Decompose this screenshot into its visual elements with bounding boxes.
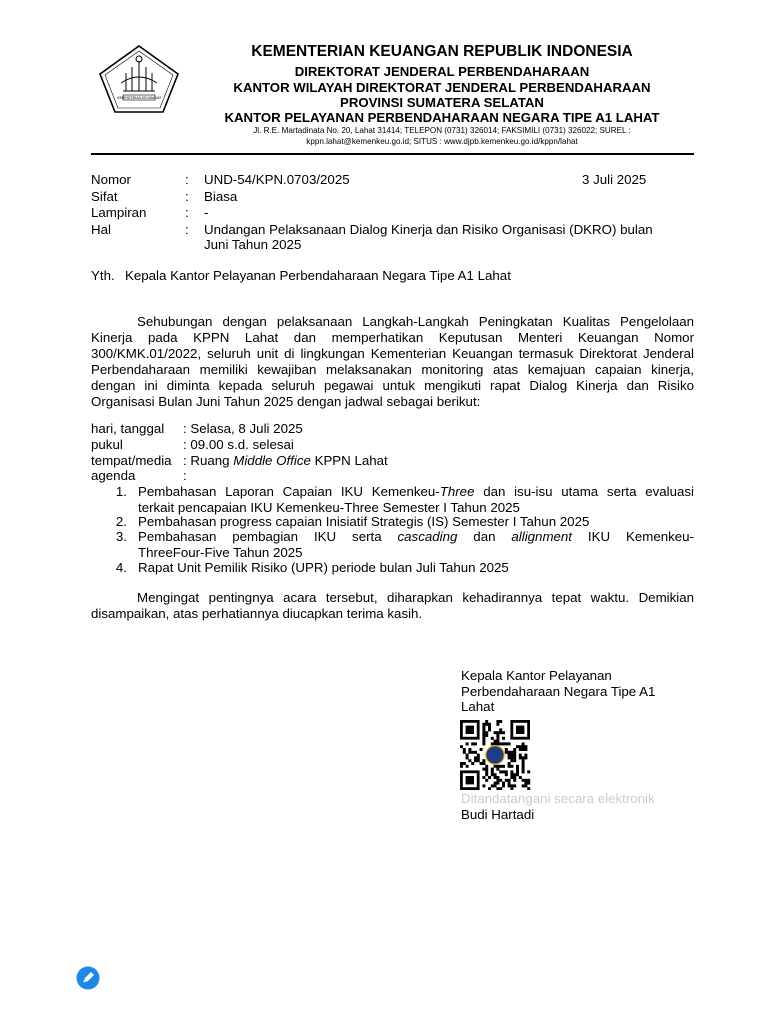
lampiran-label: Lampiran [91,205,147,220]
closing-paragraph [91,590,694,622]
ministry-logo [97,43,181,115]
logo-text: KEMENTERIAN KEUANGAN [117,96,161,100]
colon: : [185,189,189,204]
closing-paragraph-text: Mengingat pentingnya acara tersebut, diharapkan kehadirannya tepat waktu. Demikian disampaikan, atas perhatiannya diucapkan terima kasih. [91,590,694,621]
sifat-label: Sifat [91,189,118,204]
ministry-name: KEMENTERIAN KEUANGAN REPUBLIK INDONESIA [251,43,633,60]
colon: : [185,172,189,187]
time-label: pukul [91,437,123,452]
signatory-title-line-2: Perbendaharaan Negara Tipe A1 [461,684,656,699]
body-paragraph-text: Sehubungan dengan pelaksanaan Langkah-Langkah Peningkatan Kualitas Pengelolaan Kinerja pada KPPN Lahat dan memperhatikan Keputusan Menteri Keuangan Nomor 300/KMK.01/2022, seluruh unit di lingkungan Kementerian Keuangan termasuk Direktorat Jenderal Perbendaharaan memiliki kewajiban melaksanakan monitoring atas kemajuan capaian kinerja, dengan ini diminta kepada seluruh pegawai untuk mengikuti rapat Dialog Kinerja dan Risiko Organisasi Bulan Juni Tahun 2025 dengan jadwal sebagai berikut: [91,314,694,409]
signatory-title-line-3: Lahat [461,699,495,714]
colon: : [185,205,189,220]
address-line-2: kppn.lahat@kemenkeu.go.id; SITUS : www.djpb.kemenkeu.go.id/kppn/lahat [306,137,578,146]
signatory-name: Budi Hartadi [461,807,535,822]
colon: : [185,222,189,237]
hal-label: Hal [91,222,111,237]
agenda-colon: : [183,468,187,483]
header-divider [91,153,694,155]
electronic-signature-note: Ditandatangani secara elektronik [461,791,655,806]
nomor-value: UND-54/KPN.0703/2025 [204,172,350,187]
lampiran-value: - [204,205,209,220]
yth-label: Yth. [91,268,115,283]
agenda-item: 1. Pembahasan Laporan Capaian IKU Kemenkeu-Three dan isu-isu utama serta evaluasi terkait pencapaian IKU Kemenkeu-Three Semester I Tahun 2025 [115,484,694,515]
office-name: KANTOR PELAYANAN PERBENDAHARAAN NEGARA TIPE A1 LAHAT [224,110,660,125]
place-label: tempat/media [91,453,172,468]
province: PROVINSI SUMATERA SELATAN [340,95,544,110]
hal-value-line-1: Undangan Pelaksanaan Dialog Kinerja dan Risiko Organisasi (DKRO) bulan [204,222,653,237]
letter-date: 3 Juli 2025 [582,172,647,187]
agenda-item: 4. Rapat Unit Pemilik Risiko (UPR) periode bulan Juli Tahun 2025 [115,560,509,575]
regional-office: KANTOR WILAYAH DIREKTORAT JENDERAL PERBENDAHARAAN [233,80,651,95]
place-value: : Ruang Middle Office KPPN Lahat [183,453,388,468]
qr-code [460,720,532,790]
agenda-item: 2. Pembahasan progress capaian Inisiatif Strategis (IS) Semester I Tahun 2025 [115,514,590,529]
nomor-label: Nomor [91,172,131,187]
directorate-general: DIREKTORAT JENDERAL PERBENDAHARAAN [294,64,590,79]
recipient-name: Kepala Kantor Pelayanan Perbendaharaan Negara Tipe A1 Lahat [125,268,511,283]
body-paragraph [91,314,694,410]
day-label: hari, tanggal [91,421,165,436]
agenda-item: 3. Pembahasan pembagian IKU serta cascading dan allignment IKU Kemenkeu- ThreeFour-Five Tahun 2025 [115,529,694,560]
edit-badge-icon[interactable] [76,966,100,990]
hal-value-line-2: Juni Tahun 2025 [204,237,302,252]
address-line-1: Jl. R.E. Martadinata No. 20, Lahat 31414; TELEPON (0731) 326014; FAKSIMILI (0731) 326022; SUREL : [253,126,631,135]
day-value: : Selasa, 8 Juli 2025 [183,421,303,436]
agenda-label: agenda [91,468,136,483]
time-value: : 09.00 s.d. selesai [183,437,294,452]
signatory-title-line-1: Kepala Kantor Pelayanan [461,668,612,683]
sifat-value: Biasa [204,189,238,204]
